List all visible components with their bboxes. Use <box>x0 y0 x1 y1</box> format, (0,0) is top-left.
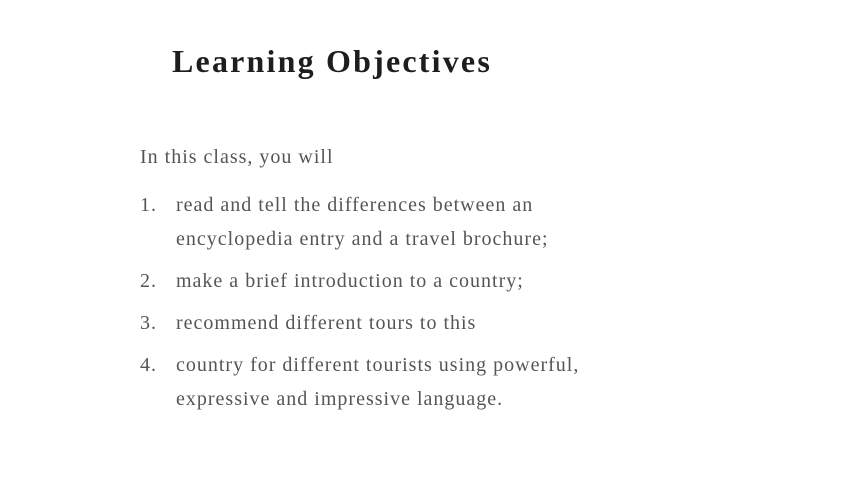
objective-item <box>140 188 700 256</box>
objective-number: 1. <box>140 194 157 216</box>
objectives-list <box>140 188 700 424</box>
objective-text <box>176 264 700 298</box>
objective-number: 3. <box>140 312 157 334</box>
objective-text <box>176 188 700 256</box>
objective-line: country for different tourists using powerful, <box>176 354 580 376</box>
objective-text <box>176 306 700 340</box>
intro-text: In this class, you will <box>140 146 334 168</box>
objective-number: 2. <box>140 270 157 292</box>
objective-item <box>140 306 700 340</box>
objective-line: recommend different tours to this <box>176 312 477 334</box>
objective-line: read and tell the differences between an <box>176 194 534 216</box>
objective-item <box>140 264 700 298</box>
objective-line: make a brief introduction to a country; <box>176 270 524 292</box>
slide-title: Learning Objectives <box>172 43 492 79</box>
objective-line: encyclopedia entry and a travel brochure; <box>176 228 549 250</box>
objective-item <box>140 348 700 416</box>
objective-line: expressive and impressive language. <box>176 388 504 410</box>
objective-text <box>176 348 700 416</box>
objective-number: 4. <box>140 354 157 376</box>
